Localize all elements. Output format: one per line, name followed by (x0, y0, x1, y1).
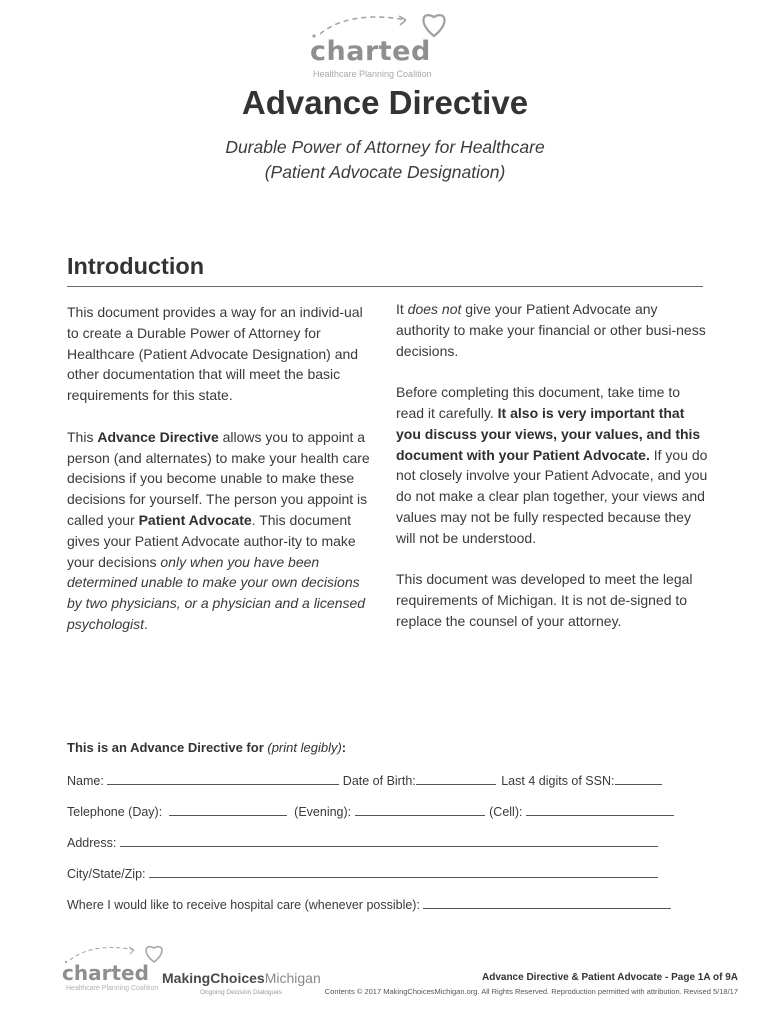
text-bold: Patient Advocate (138, 511, 252, 528)
page-title: Advance Directive (241, 84, 529, 121)
name-row (67, 773, 662, 788)
logo-wordmark: charted (310, 36, 431, 67)
tel-day-label: Telephone (Day): (67, 805, 163, 819)
logo-tagline: Healthcare Planning Coalition (313, 69, 432, 79)
footer-copyright: Contents © 2017 MakingChoicesMichigan.org. All Rights Reserved. Reproduction permitted with attribution. Revised 5/18/17 (324, 987, 738, 996)
ssn-label: Last 4 digits of SSN: (501, 774, 615, 788)
name-field[interactable] (107, 773, 339, 785)
ssn-field[interactable] (615, 773, 662, 785)
intro-right-paragraph-1 (396, 299, 708, 361)
form-heading (67, 740, 346, 755)
text-italic: only when you have been determined unable to make your own decisions by two physicians, or a physician and a licensed psychologist (67, 553, 366, 632)
city-field[interactable] (149, 866, 658, 878)
hospital-label: Where I would like to receive hospital care (whenever possible): (67, 898, 420, 912)
city-label: City/State/Zip: (67, 867, 146, 881)
tel-evening-label: (Evening): (294, 805, 352, 819)
dob-label: Date of Birth: (342, 774, 416, 788)
text-run: give your Patient Advocate any authority to make your financial or other busi-ness decisions. (396, 301, 706, 359)
address-label: Address: (67, 836, 117, 850)
text-bold: It also is very important that you discuss your views, your values, and this document with your Patient Advocate. (396, 404, 701, 463)
telephone-row (67, 804, 674, 819)
intro-left-paragraph-2 (67, 427, 377, 635)
intro-left-column (67, 302, 377, 656)
text-italic: does not (407, 301, 462, 317)
name-label: Name: (67, 774, 104, 788)
text-run: Before completing this document, take time to read it carefully. (396, 384, 681, 421)
text-italic: (print legibly) (267, 740, 342, 755)
charted-logo (306, 6, 456, 80)
hospital-field[interactable] (423, 897, 671, 909)
footer-charted-logo (60, 940, 170, 1000)
making-choices-michigan-logo (162, 966, 321, 1006)
intro-left-paragraph-1: This document provides a way for an individ-ual to create a Durable Power of Attorney for Healthcare (Patient Advocate Designation) and other documentation that will meet the basic requirements for this state. (67, 304, 363, 404)
text-run: It (396, 301, 408, 317)
footer-page-title: Advance Directive & Patient Advocate - Page 1A of 9A (481, 972, 738, 983)
text-run: If you do not closely involve your Patient Advocate, and you do not make a clear plan together, your views and values may not be fully respected because they will not be understood. (396, 446, 708, 546)
footer-logo-tagline: Healthcare Planning Coalition (66, 985, 159, 992)
mc-wordmark (162, 970, 321, 986)
section-divider (67, 286, 703, 287)
text-run: . (144, 615, 148, 632)
text-run: allows you to appoint a person (and alternates) to make your health care decisions if you become unable to make these decisions for yourself. The person you appoint is called your (67, 428, 370, 528)
text-run: This is an Advance Directive for (67, 740, 268, 755)
text-run: . This document gives your Patient Advocate author-ity to make your decisions (67, 511, 356, 570)
tel-cell-label: (Cell): (489, 805, 523, 819)
tel-cell-field[interactable] (526, 804, 674, 816)
tel-evening-field[interactable] (355, 804, 485, 816)
page-subtitle-1: Durable Power of Attorney for Healthcare (225, 137, 545, 157)
text-run: : (341, 740, 347, 755)
hospital-row (67, 897, 671, 912)
tel-day-field[interactable] (169, 804, 287, 816)
intro-right-paragraph-2 (396, 382, 708, 548)
address-field[interactable] (120, 835, 658, 847)
mc-light: Michigan (264, 970, 321, 986)
intro-right-column (396, 299, 708, 653)
footer-logo-wordmark: charted (62, 961, 149, 985)
dob-field[interactable] (416, 773, 496, 785)
intro-right-paragraph-3: This document was developed to meet the legal requirements of Michigan. It is not de-signed to replace the counsel of your attorney. (396, 571, 693, 629)
address-row (67, 835, 658, 850)
page-subtitle-2: (Patient Advocate Designation) (264, 162, 506, 182)
text-run: This (67, 428, 98, 445)
text-bold: Advance Directive (97, 428, 219, 445)
mc-bold: MakingChoices (162, 970, 265, 986)
city-row (67, 866, 658, 881)
section-heading: Introduction (67, 253, 205, 279)
mc-tagline: Ongoing Decision Dialogues (200, 989, 283, 996)
